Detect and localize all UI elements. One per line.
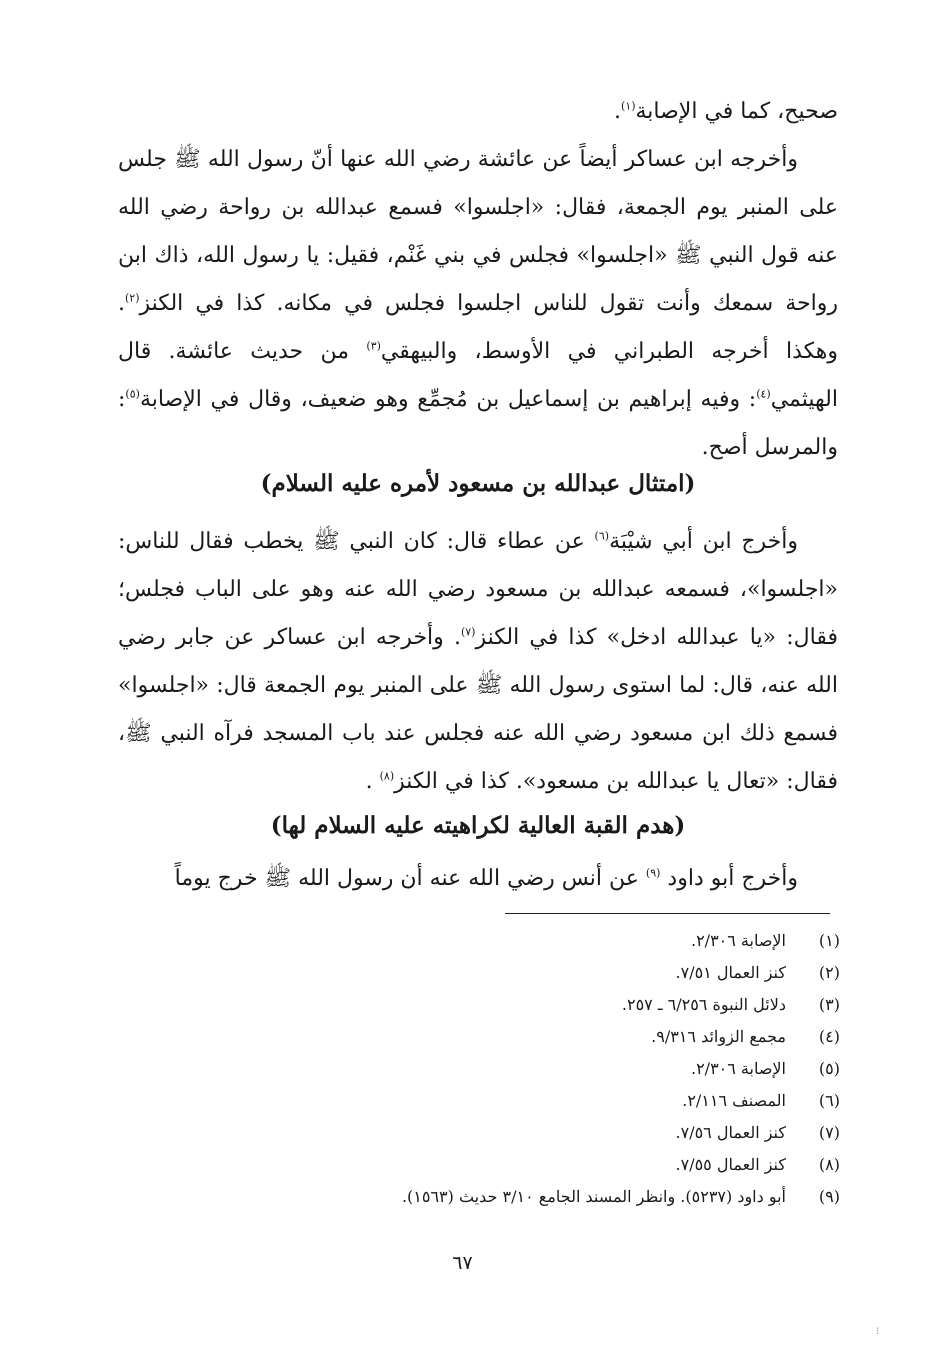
paragraph-1: صحيح، كما في الإصابة$^{(١)}$. [613,99,838,124]
footnote-ref[interactable]: (٣) [366,339,381,353]
footnote-ref[interactable]: (٥) [125,387,140,401]
footnote: (٩) أبو داود (٥٢٣٧). وانظر المسند الجامع ٣/١٠ حديث (١٥٦٣). [401,1187,840,1206]
footnote: (١) الإصابة ٢/٣٠٦. [690,931,840,950]
footnote: (٥) الإصابة ٢/٣٠٦. [690,1059,840,1078]
scan-mark: ⁝ [876,1326,880,1337]
body-section-1 [118,88,838,472]
section-heading: (هدم القبة العالية لكراهيته عليه السلام لها) [270,812,686,839]
body-section-3 [118,855,838,903]
footnote-ref[interactable]: (٩) [645,866,661,880]
paragraph-3: وأخرج ابن أبي شيْبَة$^{(٦)}$ عن عطاء قال: كان النبي ﷺ يخطب فقال للناس: «اجلسوا»، فسمعه عبدالله بن مسعود رضي الله عنه وهو على الباب فجلس؛ فقال: «يا عبدالله ادخل» كذا في الكنز$^{(٧)}$. وأخرجه ابن عساكر عن جابر رضي الله عنه، قال: لما استوى رسول الله ﷺ على المنبر يوم الجمعة قال: «اجلسوا» فسمع ذلك ابن مسعود رضي الله عنه فجلس عند باب المسجد فرآه النبي ﷺ، فقال: «تعال يا عبدالله بن مسعود». كذا في الكنز$^{(٨)}$ . [118,529,838,794]
footnotes-list [200,925,840,1213]
footnote-divider [505,913,830,914]
paragraph-2: وأخرجه ابن عساكر أيضاً عن عائشة رضي الله عنها أنّ رسول الله ﷺ جلس على المنبر يوم الجمعة، فقال: «اجلسوا» فسمع عبدالله بن رواحة رضي الله عنه قول النبي ﷺ «اجلسوا» فجلس في بني غَنْم، فقيل: يا رسول الله، ذاك ابن رواحة سمعك وأنت تقول للناس اجلسوا فجلس في مكانه. كذا في الكنز$^{(٢)}$. وهكذا أخرجه الطبراني في الأوسط، والبيهقي$^{(٣)}$ من حديث عائشة. قال الهيثمي$^{(٤)}$: وفيه إبراهيم بن إسماعيل بن مُجمِّع وهو ضعيف، وقال في الإصابة$^{(٥)}$: والمرسل أصح. [118,147,838,460]
footnote: (٨) كنز العمال ٧/٥٥. [675,1155,840,1174]
footnote: (٢) كنز العمال ٧/٥١. [675,963,840,982]
page-number: ٦٧ [452,1252,473,1274]
footnote-ref[interactable]: (١) [620,99,636,113]
footnote: (٤) مجمع الزوائد ٩/٣١٦. [651,1027,840,1046]
paragraph-4: وأخرج أبو داود $^{(٩)}$ عن أنس رضي الله عنه أن رسول الله ﷺ خرج يوماً [174,866,798,891]
body-section-2 [118,518,838,806]
footnote-ref[interactable]: (٨) [379,769,395,783]
footnote: (٣) دلائل النبوة ٦/٢٥٦ ـ ٢٥٧. [621,995,840,1014]
footnote-ref[interactable]: (٤) [756,387,771,401]
section-heading: (امتثال عبدالله بن مسعود لأمره عليه السلام) [260,470,696,497]
footnote-ref[interactable]: (٦) [594,529,610,543]
footnote: (٦) المصنف ٢/١١٦. [682,1091,840,1110]
footnote-ref[interactable]: (٢) [125,291,140,305]
footnote: (٧) كنز العمال ٧/٥٦. [675,1123,840,1142]
footnote-ref[interactable]: (٧) [460,625,476,639]
